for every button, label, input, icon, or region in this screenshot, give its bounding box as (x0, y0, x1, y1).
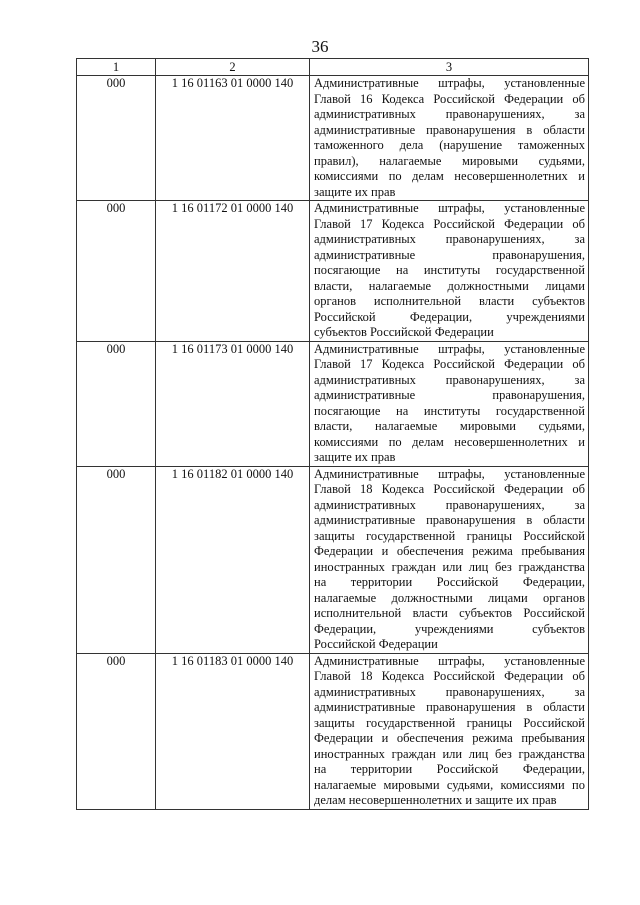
description-line: Главой 17 Кодекса Российской Федерации об (314, 216, 585, 231)
description-cell (310, 201, 589, 342)
admin-code-cell: 000 (77, 341, 156, 466)
page-number: 36 (311, 37, 329, 56)
description-line: административные правонарушения в области (314, 513, 585, 527)
description-text (310, 654, 588, 809)
description-cell (310, 653, 589, 809)
description-line: административные правонарушения в области (314, 122, 585, 137)
description-line: правил), налагаемые мировыми судьями, (314, 153, 585, 168)
description-line: субъектов Российской Федерации (314, 325, 494, 339)
description-line: органов исполнительной власти субъектов (314, 294, 585, 308)
description-line: Российской Федерации, учреждениями (314, 309, 585, 324)
description-line: административные правонарушения, (314, 388, 585, 402)
description-line: таможенного дела (нарушение таможенных (314, 138, 585, 152)
description-line: административных правонарушениях, за (314, 684, 585, 699)
column-header-1: 1 (77, 59, 156, 76)
description-line: административных правонарушениях, за (314, 107, 585, 121)
revenue-code-cell: 1 16 01173 01 0000 140 (156, 341, 310, 466)
description-line: налагаемые мировыми судьями, комиссиями по (314, 777, 585, 792)
description-line: делам несовершеннолетних и защите их прав (314, 793, 557, 807)
description-line: комиссиями по делам несовершеннолетних и (314, 434, 585, 449)
description-cell (310, 466, 589, 653)
description-line: иностранных граждан или лиц без гражданства (314, 559, 585, 574)
description-text (310, 342, 588, 466)
description-line: защиты государственной границы Российской (314, 528, 585, 543)
table-row (77, 466, 589, 653)
description-line: Административные штрафы, установленные (314, 341, 585, 356)
description-text (310, 76, 588, 200)
description-line: административные правонарушения в области (314, 700, 585, 714)
description-line: Главой 17 Кодекса Российской Федерации об (314, 357, 585, 371)
description-line: посягающие на институты государственной (314, 403, 585, 418)
admin-code-cell: 000 (77, 76, 156, 201)
description-line: административных правонарушениях, за (314, 232, 585, 246)
description-line: иностранных граждан или лиц без гражданства (314, 746, 585, 761)
description-line: Федерации и обеспечения режима пребывания (314, 544, 585, 558)
description-line: на территории Российской Федерации, (314, 575, 585, 589)
description-line: налагаемые должностными лицами органов (314, 590, 585, 605)
revenue-code-cell: 1 16 01183 01 0000 140 (156, 653, 310, 809)
column-header-2: 2 (156, 59, 310, 76)
description-line: посягающие на институты государственной (314, 263, 585, 277)
revenue-code-cell: 1 16 01172 01 0000 140 (156, 201, 310, 342)
description-line: Административные штрафы, установленные (314, 653, 585, 668)
description-line: защите их прав (314, 184, 396, 199)
table-row (77, 653, 589, 809)
table-header-row (77, 59, 589, 76)
revenue-code-cell: 1 16 01182 01 0000 140 (156, 466, 310, 653)
description-line: Административные штрафы, установленные (314, 76, 585, 90)
description-line: власти, налагаемые должностными лицами (314, 278, 585, 293)
admin-code-cell: 000 (77, 466, 156, 653)
table-row (77, 201, 589, 342)
column-header-3: 3 (310, 59, 589, 76)
revenue-codes-table (76, 58, 589, 810)
admin-code-cell: 000 (77, 201, 156, 342)
table-row (77, 76, 589, 201)
description-line: административных правонарушениях, за (314, 497, 585, 512)
description-line: Главой 18 Кодекса Российской Федерации об (314, 669, 585, 683)
description-cell (310, 76, 589, 201)
table-row (77, 341, 589, 466)
description-line: Административные штрафы, установленные (314, 201, 585, 215)
description-cell (310, 341, 589, 466)
description-line: на территории Российской Федерации, (314, 762, 585, 776)
description-text (310, 467, 588, 653)
description-line: Административные штрафы, установленные (314, 466, 585, 481)
description-line: комиссиями по делам несовершеннолетних и (314, 169, 585, 183)
description-line: административные правонарушения, (314, 247, 585, 262)
description-line: защиты государственной границы Российской (314, 715, 585, 730)
admin-code-cell: 000 (77, 653, 156, 809)
description-text (310, 201, 588, 341)
description-line: административных правонарушениях, за (314, 372, 585, 387)
revenue-code-cell: 1 16 01163 01 0000 140 (156, 76, 310, 201)
description-line: исполнительной власти субъектов Российской (314, 606, 585, 620)
description-line: Главой 18 Кодекса Российской Федерации об (314, 482, 585, 496)
description-line: власти, налагаемые мировыми судьями, (314, 419, 585, 433)
description-line: Федерации и обеспечения режима пребывания (314, 731, 585, 745)
description-line: Российской Федерации (314, 637, 438, 651)
description-line: защите их прав (314, 450, 396, 464)
description-line: Главой 16 Кодекса Российской Федерации об (314, 91, 585, 106)
description-line: Федерации, учреждениями субъектов (314, 621, 585, 636)
